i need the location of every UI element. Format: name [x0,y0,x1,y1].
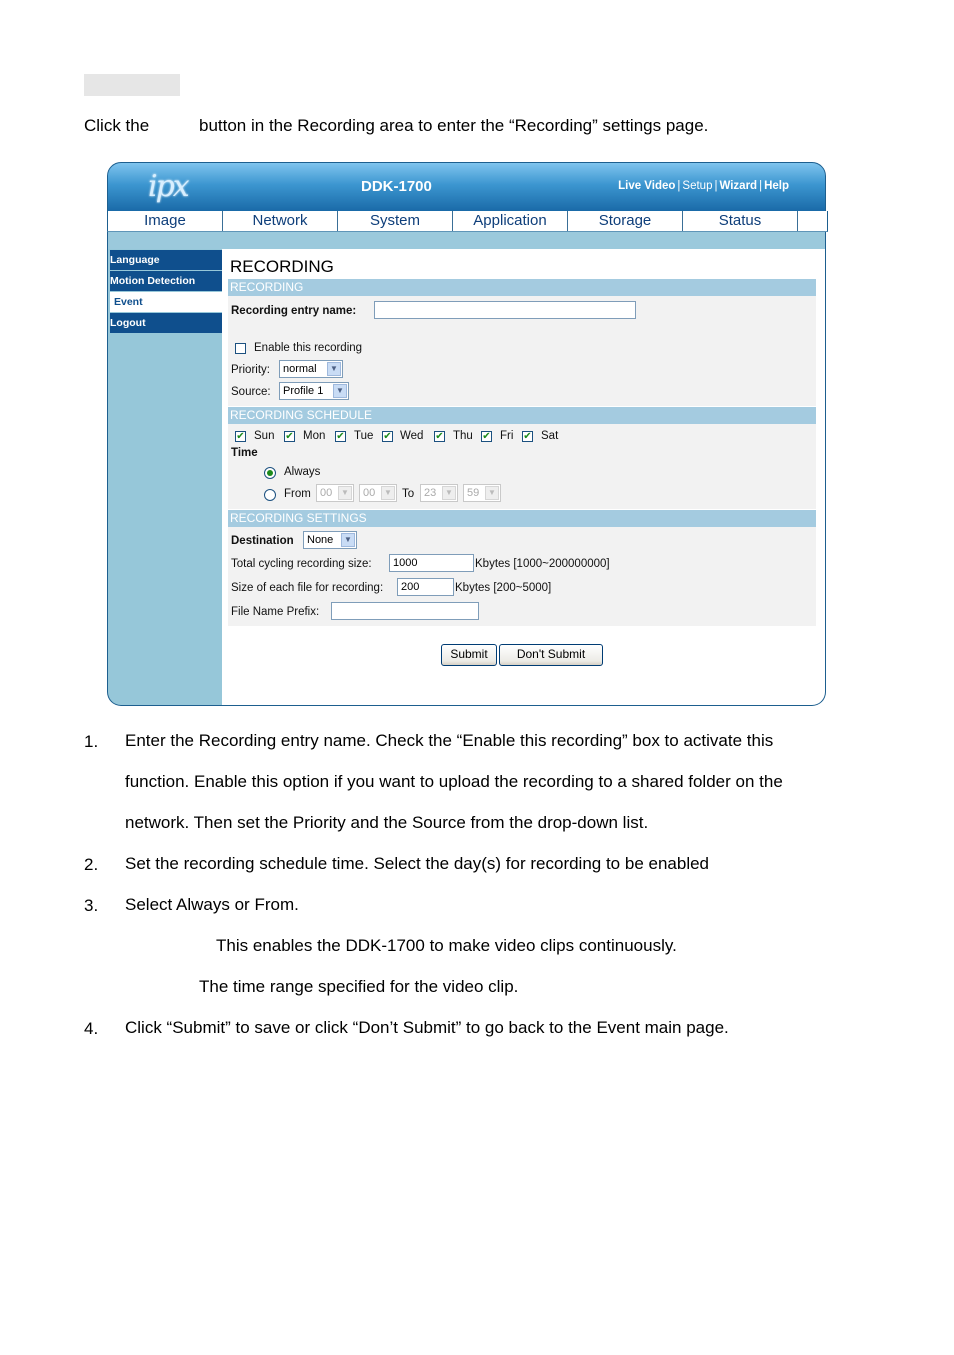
sidebar [107,249,222,706]
page-title: RECORDING [230,257,334,276]
file-size-input[interactable] [397,578,454,596]
model-title: DDK-1700 [361,178,432,195]
nav-image[interactable]: Image [108,211,223,231]
day-mon-label: Mon [303,430,326,442]
entry-name-label: Recording entry name: [231,305,357,317]
step-1-line-2: function. Enable this option if you want to upload the recording to a shared folder on the [125,772,783,791]
chevron-down-icon: ▼ [341,533,355,547]
to-minute-value: 59 [467,487,480,499]
source-label: Source: [231,386,271,398]
file-size-label: Size of each file for recording: [231,582,384,594]
day-sun-checkbox[interactable]: ✔ [236,431,245,442]
submit-button[interactable]: Submit [441,644,497,666]
file-size-unit: Kbytes [200~5000] [455,582,552,594]
from-label: From [284,488,311,500]
chevron-down-icon: ▼ [338,486,352,500]
step-3-number: 3. [84,896,99,915]
to-hour-select[interactable] [420,484,458,502]
ipx-logo: ipx [148,169,188,204]
intro-text-start: Click the [84,116,150,135]
step-4-text: Click “Submit” to save or click “Don’t Submit” to go back to the Event main page. [125,1018,729,1037]
enable-recording-checkbox[interactable] [235,343,246,354]
top-links: Live Video | Setup | Wizard | Help [618,180,789,192]
step-3-text: Select Always or From. [125,895,299,914]
nav-network[interactable]: Network [223,211,338,231]
enable-recording-label: Enable this recording [254,342,363,354]
to-hour-value: 23 [424,487,437,499]
sidebar-item-motion-detection[interactable]: Motion Detection [110,271,222,291]
priority-label: Priority: [231,364,270,376]
nav-underline-strip [107,232,826,249]
nav-storage[interactable]: Storage [568,211,683,231]
always-radio[interactable] [264,467,276,479]
day-wed-label: Wed [400,430,424,442]
day-sat-checkbox[interactable]: ✔ [523,431,532,442]
step-1-line-1: Enter the Recording entry name. Check the “Enable this recording” box to activate this [125,731,774,750]
day-thu-label: Thu [453,430,473,442]
destination-select[interactable] [303,531,357,549]
sidebar-item-language[interactable]: Language [110,250,222,270]
day-sat-label: Sat [541,430,559,442]
step-1-line-3: network. Then set the Priority and the Source from the drop-down list. [125,813,649,832]
step-4-number: 4. [84,1019,99,1038]
from-hour-value: 00 [320,487,333,499]
from-radio[interactable] [264,489,276,501]
prefix-input[interactable] [331,602,479,620]
priority-value: normal [283,363,317,375]
section-header-settings: RECORDING SETTINGS [228,510,816,527]
main-nav [107,211,828,232]
help-link[interactable]: Help [764,180,789,192]
from-minute-select[interactable] [359,484,397,502]
cycle-size-input[interactable] [389,554,474,572]
highlight-placeholder [84,74,180,96]
nav-system[interactable]: System [338,211,453,231]
day-mon-checkbox[interactable]: ✔ [285,431,294,442]
day-wed-checkbox[interactable]: ✔ [383,431,392,442]
entry-name-input[interactable] [374,301,636,319]
live-video-link[interactable]: Live Video [618,180,676,192]
sidebar-item-event[interactable]: Event [110,292,222,312]
priority-select[interactable] [279,360,343,378]
dont-submit-button[interactable]: Don't Submit [499,644,603,666]
day-thu-checkbox[interactable]: ✔ [435,431,444,442]
step-1-number: 1. [84,732,99,751]
from-hour-select[interactable] [316,484,354,502]
source-value: Profile 1 [283,385,324,397]
time-label: Time [231,447,258,459]
chevron-down-icon: ▼ [442,486,456,500]
section-header-recording: RECORDING [228,279,816,296]
setup-link[interactable]: Setup [682,180,713,192]
prefix-label: File Name Prefix: [231,606,320,618]
intro-text-end: button in the Recording area to enter the “Recording” settings page. [199,116,709,135]
from-minute-value: 00 [363,487,376,499]
destination-label: Destination [231,535,294,547]
recording-settings-screenshot [107,162,826,706]
cycle-size-unit: Kbytes [1000~200000000] [475,558,610,570]
chevron-down-icon: ▼ [381,486,395,500]
step-2-text: Set the recording schedule time. Select the day(s) for recording to be enabled [125,854,710,873]
wizard-link[interactable]: Wizard [719,180,758,192]
day-tue-checkbox[interactable]: ✔ [336,431,345,442]
cycle-size-label: Total cycling recording size: [231,558,372,570]
step-3-from-desc: The time range specified for the video clip. [199,977,519,996]
day-fri-label: Fri [500,430,514,442]
title-bar [107,162,826,212]
section-header-schedule: RECORDING SCHEDULE [228,407,816,424]
chevron-down-icon: ▼ [333,384,347,398]
to-minute-select[interactable] [463,484,501,502]
to-label: To [402,488,415,500]
sidebar-item-logout[interactable]: Logout [110,313,222,333]
source-select[interactable] [279,382,349,400]
chevron-down-icon: ▼ [485,486,499,500]
destination-value: None [307,534,334,546]
always-label: Always [284,466,321,478]
step-2-number: 2. [84,855,99,874]
day-sun-label: Sun [254,430,275,442]
chevron-down-icon: ▼ [327,362,341,376]
nav-application[interactable]: Application [453,211,568,231]
recording-form [222,249,826,706]
nav-status[interactable]: Status [683,211,798,231]
day-fri-checkbox[interactable]: ✔ [482,431,491,442]
step-3-always-desc: This enables the DDK-1700 to make video clips continuously. [216,936,677,955]
day-tue-label: Tue [354,430,374,442]
